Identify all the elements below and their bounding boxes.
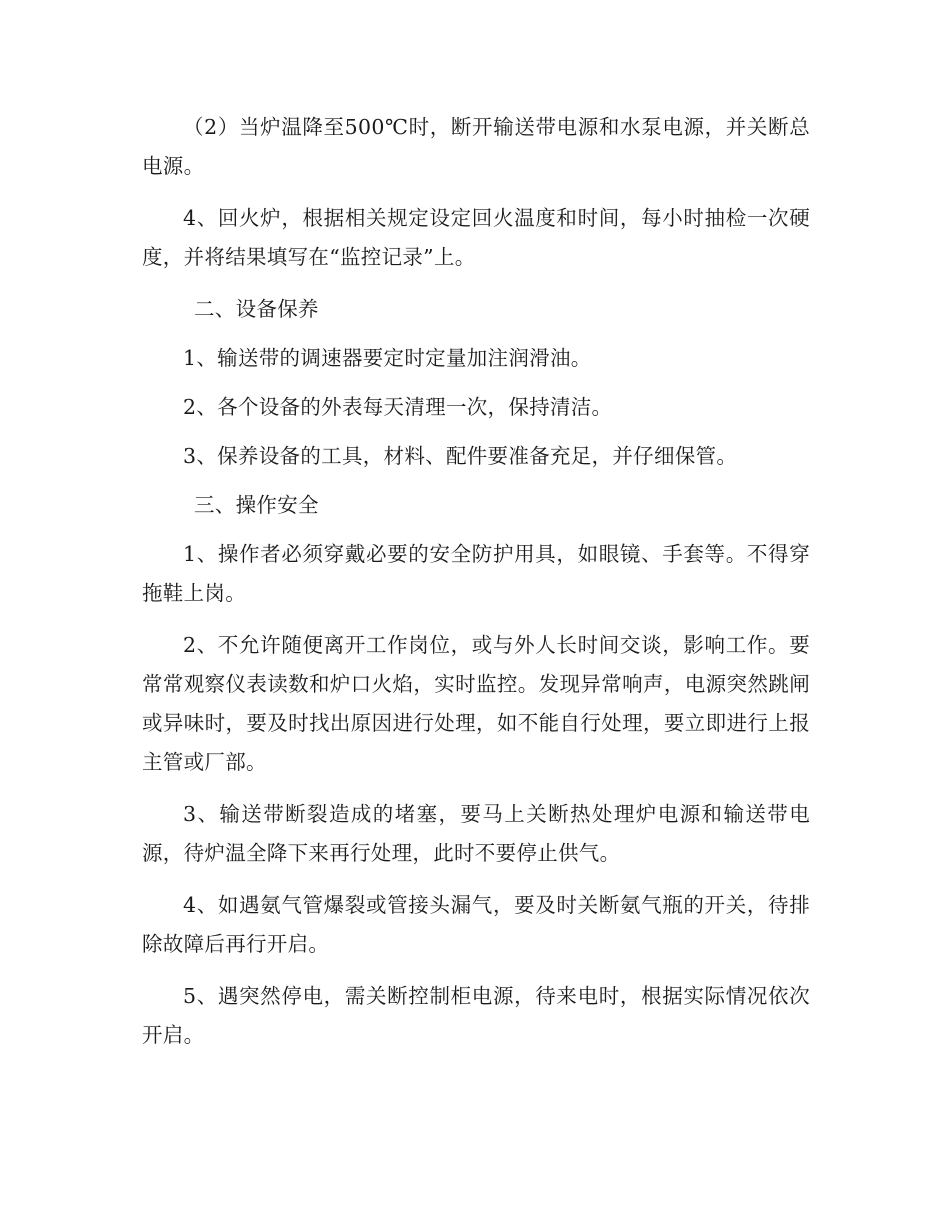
paragraph-maintenance-3: 3、保养设备的工具，材料、配件要准备充足，并仔细保管。 bbox=[183, 444, 738, 468]
paragraph-safety-1: 1、操作者必须穿戴必要的安全防护用具，如眼镜、手套等。不得穿拖鞋上岗。 bbox=[142, 542, 810, 605]
paragraph-safety-5: 5、遇突然停电，需关断控制柜电源，待来电时，根据实际情况依次开启。 bbox=[142, 984, 810, 1047]
paragraph-maintenance-1: 1、输送带的调速器要定时定量加注润滑油。 bbox=[183, 346, 592, 370]
paragraph-safety-4: 4、如遇氨气管爆裂或管接头漏气，要及时关断氨气瓶的开关，待排除故障后再行开启。 bbox=[142, 893, 810, 956]
section-heading-operation-safety: 三、操作安全 bbox=[194, 493, 319, 517]
document-body bbox=[142, 108, 810, 1055]
paragraph-cooling-shutdown: （2）当炉温降至500℃时，断开输送带电源和水泵电源，并关断总电源。 bbox=[142, 115, 810, 178]
section-heading-equipment-maintenance: 二、设备保养 bbox=[194, 297, 319, 321]
paragraph-safety-2: 2、不允许随便离开工作岗位，或与外人长时间交谈，影响工作。要常常观察仪表读数和炉口火焰，实时监控。发现异常响声，电源突然跳闸或异味时，要及时找出原因进行处理，如不能自行处理，要立即进行上报主管或厂部。 bbox=[142, 633, 810, 774]
paragraph-maintenance-2: 2、各个设备的外表每天清理一次，保持清洁。 bbox=[183, 395, 613, 419]
paragraph-tempering-furnace: 4、回火炉，根据相关规定设定回火温度和时间，每小时抽检一次硬度，并将结果填写在“监控记录”上。 bbox=[142, 206, 810, 269]
paragraph-safety-3: 3、输送带断裂造成的堵塞，要马上关断热处理炉电源和输送带电源，待炉温全降下来再行处理，此时不要停止供气。 bbox=[142, 802, 810, 865]
